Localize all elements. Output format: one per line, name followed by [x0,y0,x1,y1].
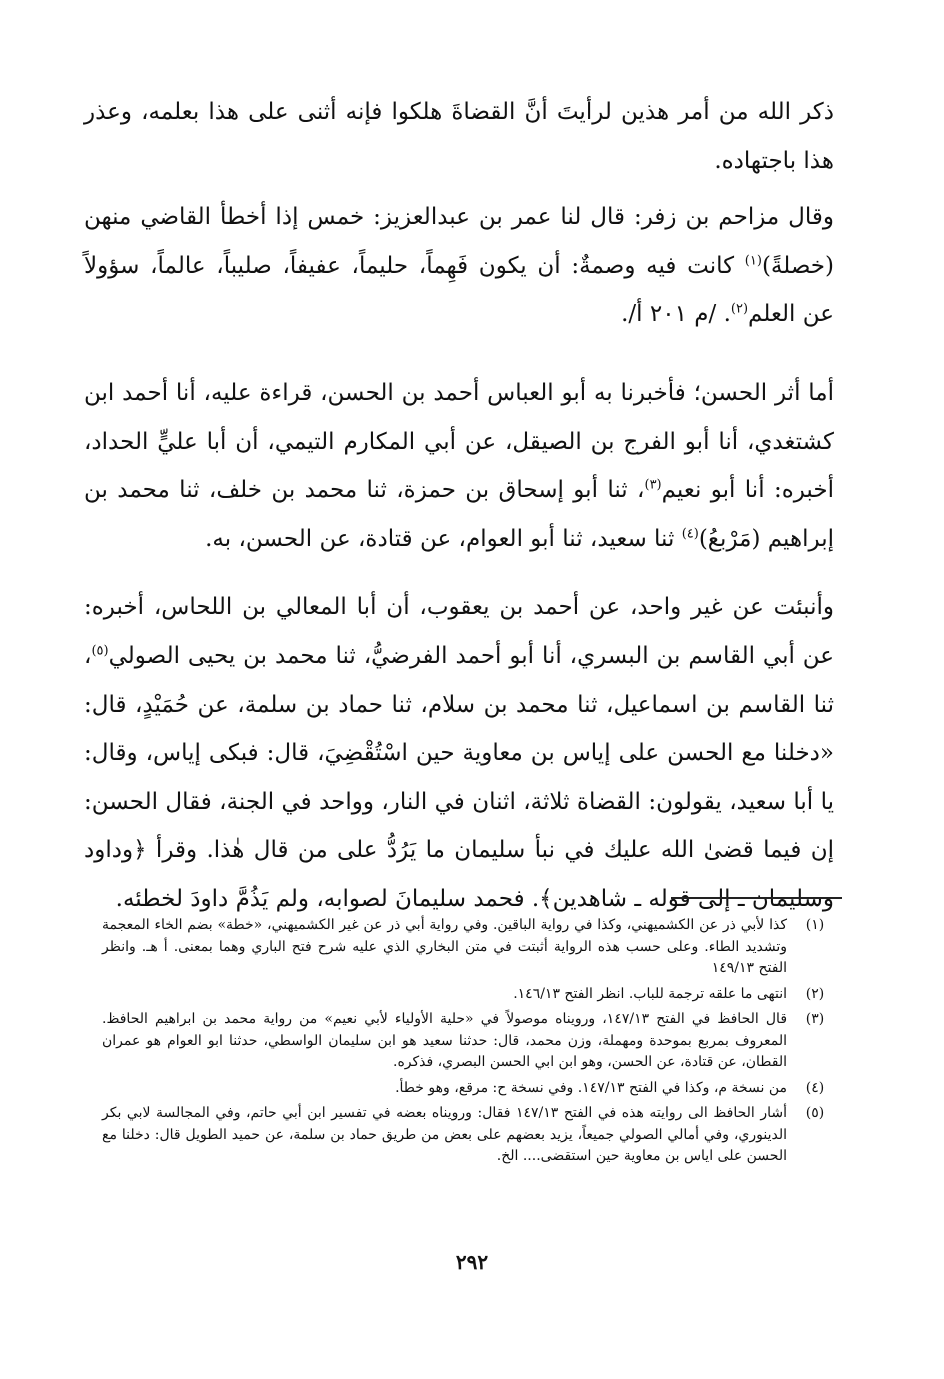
paragraph-4 [84,583,834,923]
footnote [102,1078,843,1100]
footnote-ref-3[interactable]: (٣) [644,477,662,493]
footnote [102,915,843,980]
paragraph-2 [84,193,834,339]
paragraph-1-text: ذكر الله من أمر هذين لرأيتَ أنَّ القضاةَ هلكوا فإنه أثنى على هذا بعلمه، وعذر هذا باجتهاده. [84,99,834,174]
footnote-text: انتهى ما علقه ترجمة للباب. انظر الفتح ١٤٦/١٣. [513,985,787,1002]
paragraph-3 [84,369,834,563]
paragraph-4-text-b: ، ثنا القاسم بن اسماعيل، ثنا محمد بن سلام، ثنا حماد بن سلمة، عن حُمَيْدٍ، قال: «دخلنا مع الحسن على إياس بن معاوية حين اسْتُقْضِيَ، قال: فبكى إياس، وقال: يا أبا سعيد، يقولون: القضاة ثلاثة، اثنان في النار، وواحد في الجنة، فقال الحسن: إن فيما قضىٰ الله عليك في نبأ سليمان ما يَرُدُّ على من قال هٰذا. وقرأ ﴿وداود وسليمان ـ إلى قوله ـ شاهدين﴾. فحمد سليمانَ لصوابه، ولم يَذُمَّ داودَ لخطئه. [84,642,834,912]
page-number: ٢٩٢ [455,1250,489,1274]
footnote-ref-4[interactable]: (٤) [681,526,699,542]
footnote-number: (٢) [805,985,825,1002]
paragraph-2-text-b: كانت فيه وصمةٌ: أن يكون فَهِماً، حليماً، عفيفاً، صليباً، عالماً، سؤولاً عن العلم [84,252,834,328]
footnote [102,984,843,1006]
footnote-text: أشار الحافظ الى روايته هذه في الفتح ١٤٧/١٣ فقال: ورويناه بعضه في تفسير ابن أبي حاتم، وفي المجالسة لابي بكر الدينوري، وفي أمالي الصولي جميعاً، يزيد بعضهم على بعض من طريق حماد بن سلمة، عن حميد الطويل قال: دخلنا مع الحسن على اياس بن معاوية حين استقضى.... الخ. [102,1105,787,1164]
paragraph-2-text-a: وقال مزاحم بن زفر: قال لنا عمر بن عبدالعزيز: خمس إذا أخطأ القاضي منهن (خصلةً) [84,204,834,279]
footnotes [102,915,843,1172]
paragraph-4-text-a: وأنبئت عن غير واحد، عن أحمد بن يعقوب، أن أبا المعالي بن اللحاس، أخبره: عن أبي القاسم بن البسري، أنا أبو أحمد الفرضيُّ، ثنا محمد بن يحيى الصولي [84,594,834,669]
footnote [102,1103,843,1168]
footnote-number: (٤) [805,1079,825,1096]
footnote-separator [671,897,842,899]
footnote-text: قال الحافظ في الفتح ١٤٧/١٣، ورويناه موصولاً في «حلية الأولياء لأبي نعيم» من رواية محمد بن ابراهيم الحافظ. المعروف بمربع بموحدة ومهملة، وزن محمد، قال: حدثنا سعيد هو ابن سليمان الواسطي، حدثنا ابو العوام هو عمران القطان، عن قتادة، عن الحسن، وهو ابن ابي الحسن البصري، فذكره. [102,1011,788,1070]
footnote-number: (١) [805,917,825,933]
paragraph-3-text-b: ، ثنا أبو إسحاق بن حمزة، ثنا محمد بن خلف، ثنا محمد بن إبراهيم (مَرْبعُ) [84,477,834,552]
footnote-ref-1[interactable]: (١) [744,253,762,269]
paragraph-3-text-a: أما أثر الحسن؛ فأخبرنا به أبو العباس أحمد بن الحسن، قراءة عليه، أنا أحمد ابن كشتغدي، أنا أبو الفرج بن الصيقل، عن أبي المكارم التيمي، أن أبا عليٍّ الحداد، أخبره: أنا أبو نعيم [84,379,834,504]
paragraph-2-text-c: . /م ٢٠١ أ/. [621,301,731,328]
paragraph-1 [84,88,834,185]
footnote-text: من نسخة م، وكذا في الفتح ١٤٧/١٣. وفي نسخة ح: مرقع، وهو خطأ. [395,1079,787,1096]
footnote-ref-2[interactable]: (٢) [730,301,749,317]
footnote-number: (٥) [805,1105,825,1121]
main-text [84,88,834,924]
footnote-number: (٣) [805,1011,825,1027]
paragraph-3-text-c: ثنا سعيد، ثنا أبو العوام، عن قتادة، عن الحسن، به. [205,525,682,552]
footnote-text: كذا لأبي ذر عن الكشميهني، وكذا في رواية الباقين. وفي رواية أبي ذر عن غير الكشميهني، «خطة» بضم الخاء المعجمة وتشديد الطاء. وعلى حسب هذه الرواية أثبتت في متن البخاري الذي عليه شرح فتح الباري وهما بمعنى. أ هـ. وانظر الفتح ١٤٩/١٣ [102,917,788,976]
footnote [102,1009,843,1074]
footnote-ref-5[interactable]: (٥) [91,643,109,659]
